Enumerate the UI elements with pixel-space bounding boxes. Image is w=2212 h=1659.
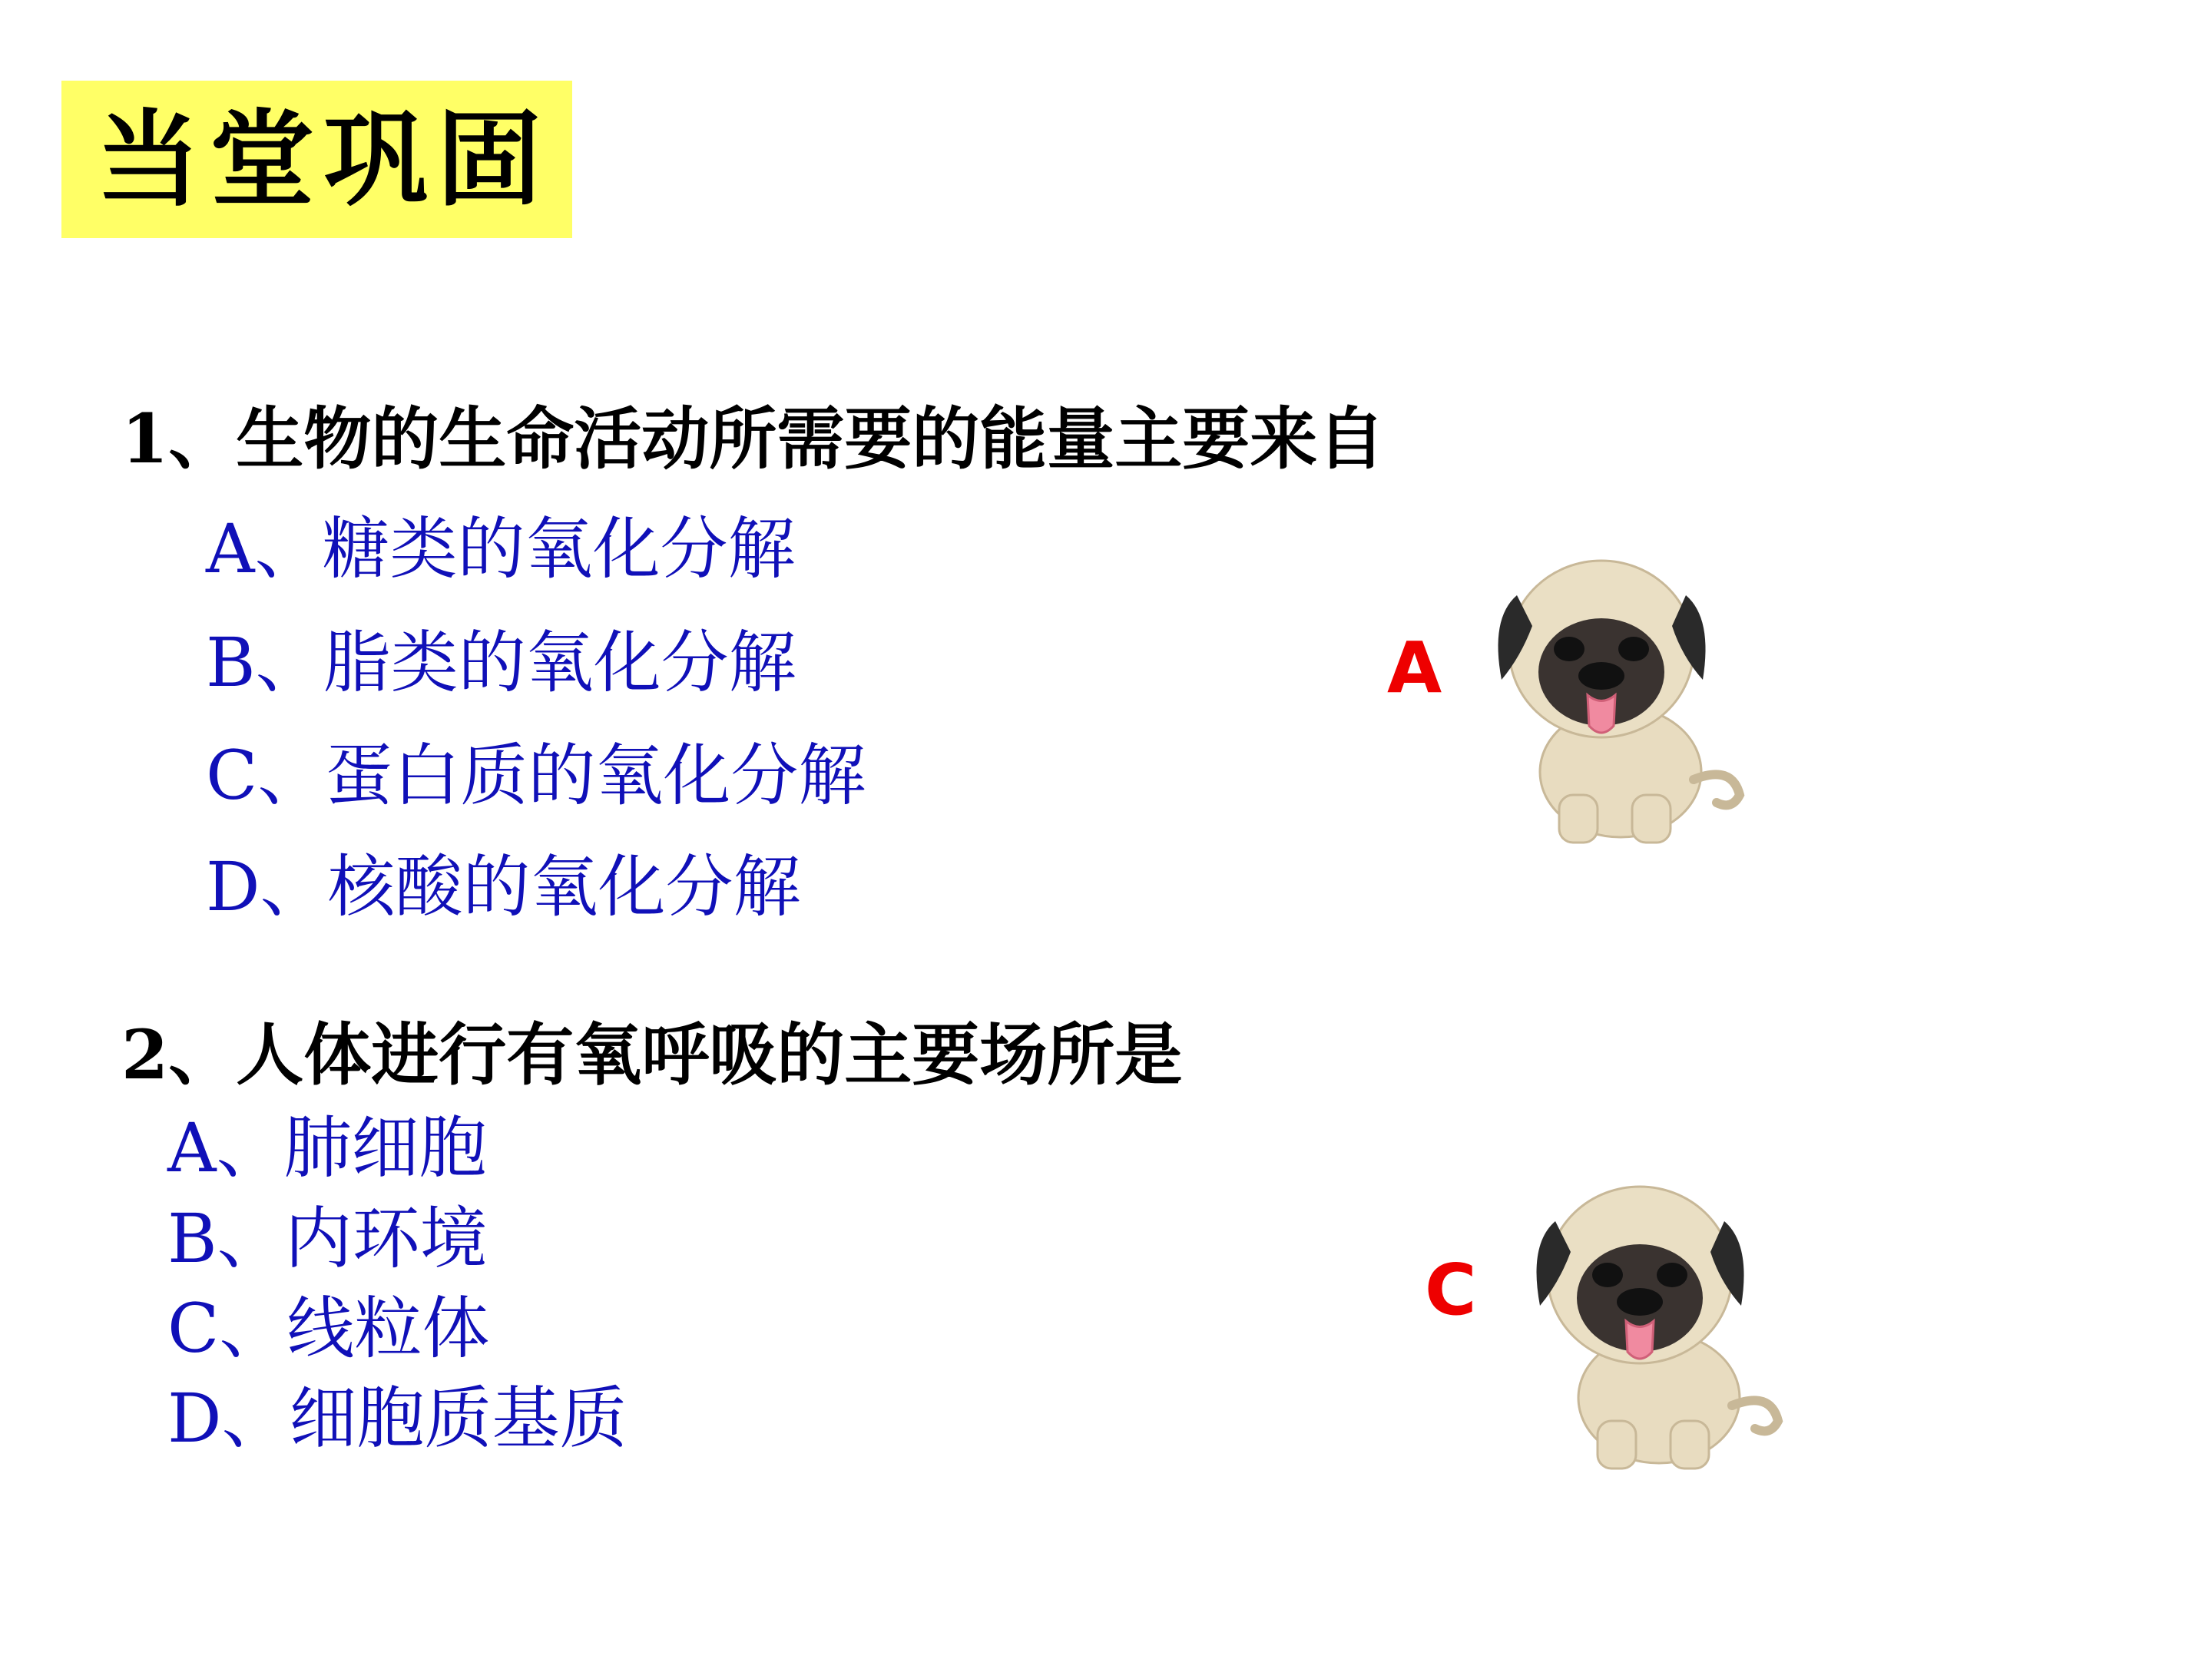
question-2-option-d[interactable]: D、细胞质基质 <box>167 1379 628 1458</box>
pug-dog-icon <box>1486 549 1755 849</box>
question-1-answer: A <box>1387 627 1442 709</box>
question-2-text: 2、人体进行有氧呼吸的主要场所是 <box>121 1015 1183 1094</box>
question-1-option-c[interactable]: C、蛋白质的氧化分解 <box>206 736 866 815</box>
question-2-option-b[interactable]: B、内环境 <box>167 1199 488 1278</box>
question-1-option-b[interactable]: B、脂类的氧化分解 <box>206 623 796 702</box>
question-2-option-c[interactable]: C、线粒体 <box>167 1289 490 1368</box>
question-2-option-a[interactable]: A、肺细胞 <box>167 1108 487 1187</box>
question-1-option-d[interactable]: D、核酸的氧化分解 <box>206 847 801 926</box>
pug-dog-icon <box>1525 1175 1793 1475</box>
slide-title: 当堂巩固 <box>96 98 551 221</box>
question-2-answer: C <box>1425 1249 1477 1331</box>
question-1-option-a[interactable]: A、糖类的氧化分解 <box>206 509 796 588</box>
question-1-text: 1、生物的生命活动所需要的能量主要来自 <box>121 399 1386 478</box>
